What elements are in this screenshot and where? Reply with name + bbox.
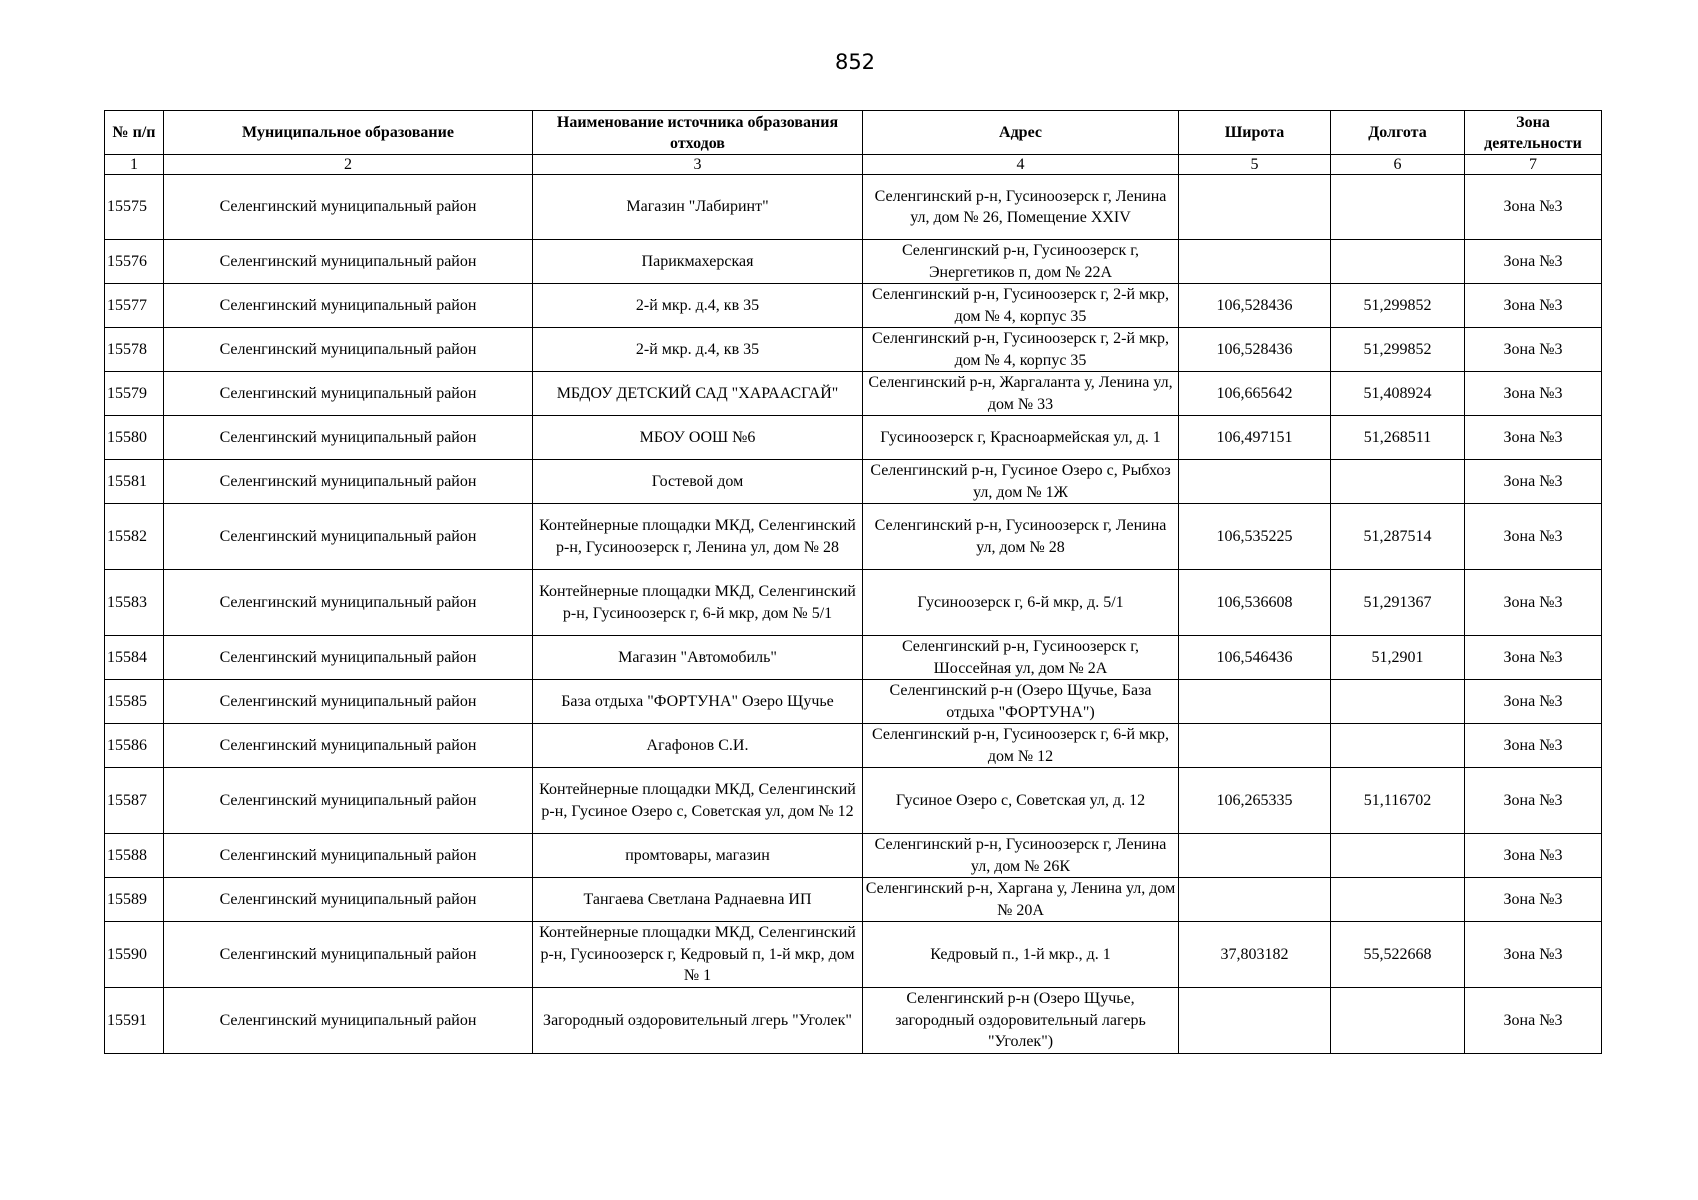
- row-number: 15575: [105, 175, 164, 240]
- address-cell: Селенгинский р-н, Гусиноозерск г, 2-й мкр, дом № 4, корпус 35: [863, 284, 1179, 328]
- column-number: 6: [1331, 155, 1465, 175]
- longitude-cell: 51,291367: [1331, 570, 1465, 636]
- header-address: Адрес: [863, 111, 1179, 155]
- address-cell: Селенгинский р-н, Харгана у, Ленина ул, дом № 20А: [863, 878, 1179, 922]
- longitude-cell: [1331, 680, 1465, 724]
- longitude-cell: 55,522668: [1331, 922, 1465, 988]
- zone-cell: Зона №3: [1465, 680, 1602, 724]
- address-cell: Селенгинский р-н (Озеро Щучье, загородный оздоровительный лагерь "Уголек"): [863, 988, 1179, 1054]
- header-municipality: Муниципальное образование: [164, 111, 533, 155]
- column-number: 7: [1465, 155, 1602, 175]
- latitude-cell: 106,528436: [1179, 284, 1331, 328]
- source-cell: промтовары, магазин: [533, 834, 863, 878]
- table-row: [105, 504, 1602, 570]
- table-row: [105, 175, 1602, 240]
- municipality-cell: Селенгинский муниципальный район: [164, 284, 533, 328]
- zone-cell: Зона №3: [1465, 636, 1602, 680]
- longitude-cell: 51,287514: [1331, 504, 1465, 570]
- row-number: 15588: [105, 834, 164, 878]
- municipality-cell: Селенгинский муниципальный район: [164, 460, 533, 504]
- source-cell: Парикмахерская: [533, 240, 863, 284]
- zone-cell: Зона №3: [1465, 504, 1602, 570]
- address-cell: Селенгинский р-н, Гусиное Озеро с, Рыбхоз ул, дом № 1Ж: [863, 460, 1179, 504]
- row-number: 15580: [105, 416, 164, 460]
- header-latitude: Широта: [1179, 111, 1331, 155]
- row-number: 15582: [105, 504, 164, 570]
- zone-cell: Зона №3: [1465, 372, 1602, 416]
- table-row: [105, 988, 1602, 1054]
- header-longitude: Долгота: [1331, 111, 1465, 155]
- address-cell: Селенгинский р-н, Гусиноозерск г, 6-й мкр, дом № 12: [863, 724, 1179, 768]
- latitude-cell: [1179, 460, 1331, 504]
- longitude-cell: 51,2901: [1331, 636, 1465, 680]
- municipality-cell: Селенгинский муниципальный район: [164, 988, 533, 1054]
- address-cell: Гусиноозерск г, 6-й мкр, д. 5/1: [863, 570, 1179, 636]
- address-cell: Селенгинский р-н, Гусиноозерск г, Шоссейная ул, дом № 2А: [863, 636, 1179, 680]
- address-cell: Селенгинский р-н (Озеро Щучье, База отдыха "ФОРТУНА"): [863, 680, 1179, 724]
- source-cell: Тангаева Светлана Раднаевна ИП: [533, 878, 863, 922]
- table-row: [105, 878, 1602, 922]
- zone-cell: Зона №3: [1465, 724, 1602, 768]
- latitude-cell: 37,803182: [1179, 922, 1331, 988]
- table-row: [105, 680, 1602, 724]
- source-cell: 2-й мкр. д.4, кв 35: [533, 328, 863, 372]
- address-cell: Селенгинский р-н, Жаргаланта у, Ленина ул, дом № 33: [863, 372, 1179, 416]
- latitude-cell: 106,546436: [1179, 636, 1331, 680]
- municipality-cell: Селенгинский муниципальный район: [164, 328, 533, 372]
- latitude-cell: [1179, 680, 1331, 724]
- longitude-cell: 51,299852: [1331, 284, 1465, 328]
- address-cell: Гусиноозерск г, Красноармейская ул, д. 1: [863, 416, 1179, 460]
- latitude-cell: [1179, 240, 1331, 284]
- source-cell: Гостевой дом: [533, 460, 863, 504]
- latitude-cell: [1179, 175, 1331, 240]
- address-cell: Селенгинский р-н, Гусиноозерск г, Ленина ул, дом № 26, Помещение XXIV: [863, 175, 1179, 240]
- municipality-cell: Селенгинский муниципальный район: [164, 416, 533, 460]
- row-number: 15579: [105, 372, 164, 416]
- row-number: 15584: [105, 636, 164, 680]
- source-cell: Контейнерные площадки МКД, Селенгинский р-н, Гусиноозерск г, Ленина ул, дом № 28: [533, 504, 863, 570]
- zone-cell: Зона №3: [1465, 768, 1602, 834]
- table-row: [105, 724, 1602, 768]
- table-row: [105, 284, 1602, 328]
- municipality-cell: Селенгинский муниципальный район: [164, 834, 533, 878]
- table-row: [105, 768, 1602, 834]
- column-number: 3: [533, 155, 863, 175]
- column-number: 2: [164, 155, 533, 175]
- longitude-cell: 51,299852: [1331, 328, 1465, 372]
- longitude-cell: [1331, 175, 1465, 240]
- municipality-cell: Селенгинский муниципальный район: [164, 768, 533, 834]
- longitude-cell: [1331, 988, 1465, 1054]
- source-cell: База отдыха "ФОРТУНА" Озеро Щучье: [533, 680, 863, 724]
- source-cell: Загородный оздоровительный лгерь "Уголек": [533, 988, 863, 1054]
- table-row: [105, 570, 1602, 636]
- municipality-cell: Селенгинский муниципальный район: [164, 240, 533, 284]
- municipality-cell: Селенгинский муниципальный район: [164, 724, 533, 768]
- column-number: 5: [1179, 155, 1331, 175]
- row-number: 15577: [105, 284, 164, 328]
- address-cell: Гусиное Озеро с, Советская ул, д. 12: [863, 768, 1179, 834]
- longitude-cell: [1331, 878, 1465, 922]
- source-cell: МБОУ ООШ №6: [533, 416, 863, 460]
- zone-cell: Зона №3: [1465, 878, 1602, 922]
- table-row: [105, 416, 1602, 460]
- address-cell: Селенгинский р-н, Гусиноозерск г, Ленина ул, дом № 28: [863, 504, 1179, 570]
- row-number: 15586: [105, 724, 164, 768]
- municipality-cell: Селенгинский муниципальный район: [164, 570, 533, 636]
- latitude-cell: [1179, 878, 1331, 922]
- table-row: [105, 636, 1602, 680]
- header-source: Наименование источника образования отходов: [533, 111, 863, 155]
- column-numbers-row: [105, 155, 1602, 175]
- latitude-cell: 106,665642: [1179, 372, 1331, 416]
- header-row: [105, 111, 1602, 155]
- latitude-cell: [1179, 834, 1331, 878]
- table-row: [105, 834, 1602, 878]
- municipality-cell: Селенгинский муниципальный район: [164, 175, 533, 240]
- header-num: № п/п: [105, 111, 164, 155]
- latitude-cell: [1179, 988, 1331, 1054]
- latitude-cell: 106,528436: [1179, 328, 1331, 372]
- row-number: 15581: [105, 460, 164, 504]
- latitude-cell: 106,497151: [1179, 416, 1331, 460]
- longitude-cell: [1331, 460, 1465, 504]
- source-cell: Контейнерные площадки МКД, Селенгинский р-н, Гусиноозерск г, Кедровый п, 1-й мкр, дом № 1: [533, 922, 863, 988]
- longitude-cell: 51,408924: [1331, 372, 1465, 416]
- row-number: 15587: [105, 768, 164, 834]
- longitude-cell: [1331, 240, 1465, 284]
- source-cell: МБДОУ ДЕТСКИЙ САД "ХАРААСГАЙ": [533, 372, 863, 416]
- row-number: 15589: [105, 878, 164, 922]
- table-row: [105, 372, 1602, 416]
- longitude-cell: [1331, 834, 1465, 878]
- municipality-cell: Селенгинский муниципальный район: [164, 372, 533, 416]
- zone-cell: Зона №3: [1465, 988, 1602, 1054]
- row-number: 15576: [105, 240, 164, 284]
- municipality-cell: Селенгинский муниципальный район: [164, 878, 533, 922]
- address-cell: Селенгинский р-н, Гусиноозерск г, Ленина ул, дом № 26К: [863, 834, 1179, 878]
- zone-cell: Зона №3: [1465, 284, 1602, 328]
- zone-cell: Зона №3: [1465, 922, 1602, 988]
- source-cell: Контейнерные площадки МКД, Селенгинский р-н, Гусиное Озеро с, Советская ул, дом № 12: [533, 768, 863, 834]
- latitude-cell: 106,265335: [1179, 768, 1331, 834]
- zone-cell: Зона №3: [1465, 240, 1602, 284]
- latitude-cell: [1179, 724, 1331, 768]
- source-cell: Контейнерные площадки МКД, Селенгинский р-н, Гусиноозерск г, 6-й мкр, дом № 5/1: [533, 570, 863, 636]
- municipality-cell: Селенгинский муниципальный район: [164, 680, 533, 724]
- source-cell: Магазин "Лабиринт": [533, 175, 863, 240]
- zone-cell: Зона №3: [1465, 328, 1602, 372]
- header-zone: Зона деятельности: [1465, 111, 1602, 155]
- municipality-cell: Селенгинский муниципальный район: [164, 636, 533, 680]
- address-cell: Селенгинский р-н, Гусиноозерск г, Энергетиков п, дом № 22А: [863, 240, 1179, 284]
- zone-cell: Зона №3: [1465, 460, 1602, 504]
- row-number: 15578: [105, 328, 164, 372]
- source-cell: Агафонов С.И.: [533, 724, 863, 768]
- column-number: 4: [863, 155, 1179, 175]
- table-row: [105, 328, 1602, 372]
- column-number: 1: [105, 155, 164, 175]
- row-number: 15585: [105, 680, 164, 724]
- zone-cell: Зона №3: [1465, 834, 1602, 878]
- zone-cell: Зона №3: [1465, 570, 1602, 636]
- zone-cell: Зона №3: [1465, 175, 1602, 240]
- table-row: [105, 922, 1602, 988]
- source-cell: 2-й мкр. д.4, кв 35: [533, 284, 863, 328]
- latitude-cell: 106,535225: [1179, 504, 1331, 570]
- longitude-cell: 51,268511: [1331, 416, 1465, 460]
- page-number: 852: [834, 50, 876, 74]
- source-cell: Магазин "Автомобиль": [533, 636, 863, 680]
- row-number: 15590: [105, 922, 164, 988]
- row-number: 15591: [105, 988, 164, 1054]
- municipality-cell: Селенгинский муниципальный район: [164, 922, 533, 988]
- waste-sources-table: [104, 110, 1602, 1054]
- longitude-cell: 51,116702: [1331, 768, 1465, 834]
- municipality-cell: Селенгинский муниципальный район: [164, 504, 533, 570]
- table-row: [105, 240, 1602, 284]
- address-cell: Селенгинский р-н, Гусиноозерск г, 2-й мкр, дом № 4, корпус 35: [863, 328, 1179, 372]
- longitude-cell: [1331, 724, 1465, 768]
- row-number: 15583: [105, 570, 164, 636]
- latitude-cell: 106,536608: [1179, 570, 1331, 636]
- table-row: [105, 460, 1602, 504]
- address-cell: Кедровый п., 1-й мкр., д. 1: [863, 922, 1179, 988]
- zone-cell: Зона №3: [1465, 416, 1602, 460]
